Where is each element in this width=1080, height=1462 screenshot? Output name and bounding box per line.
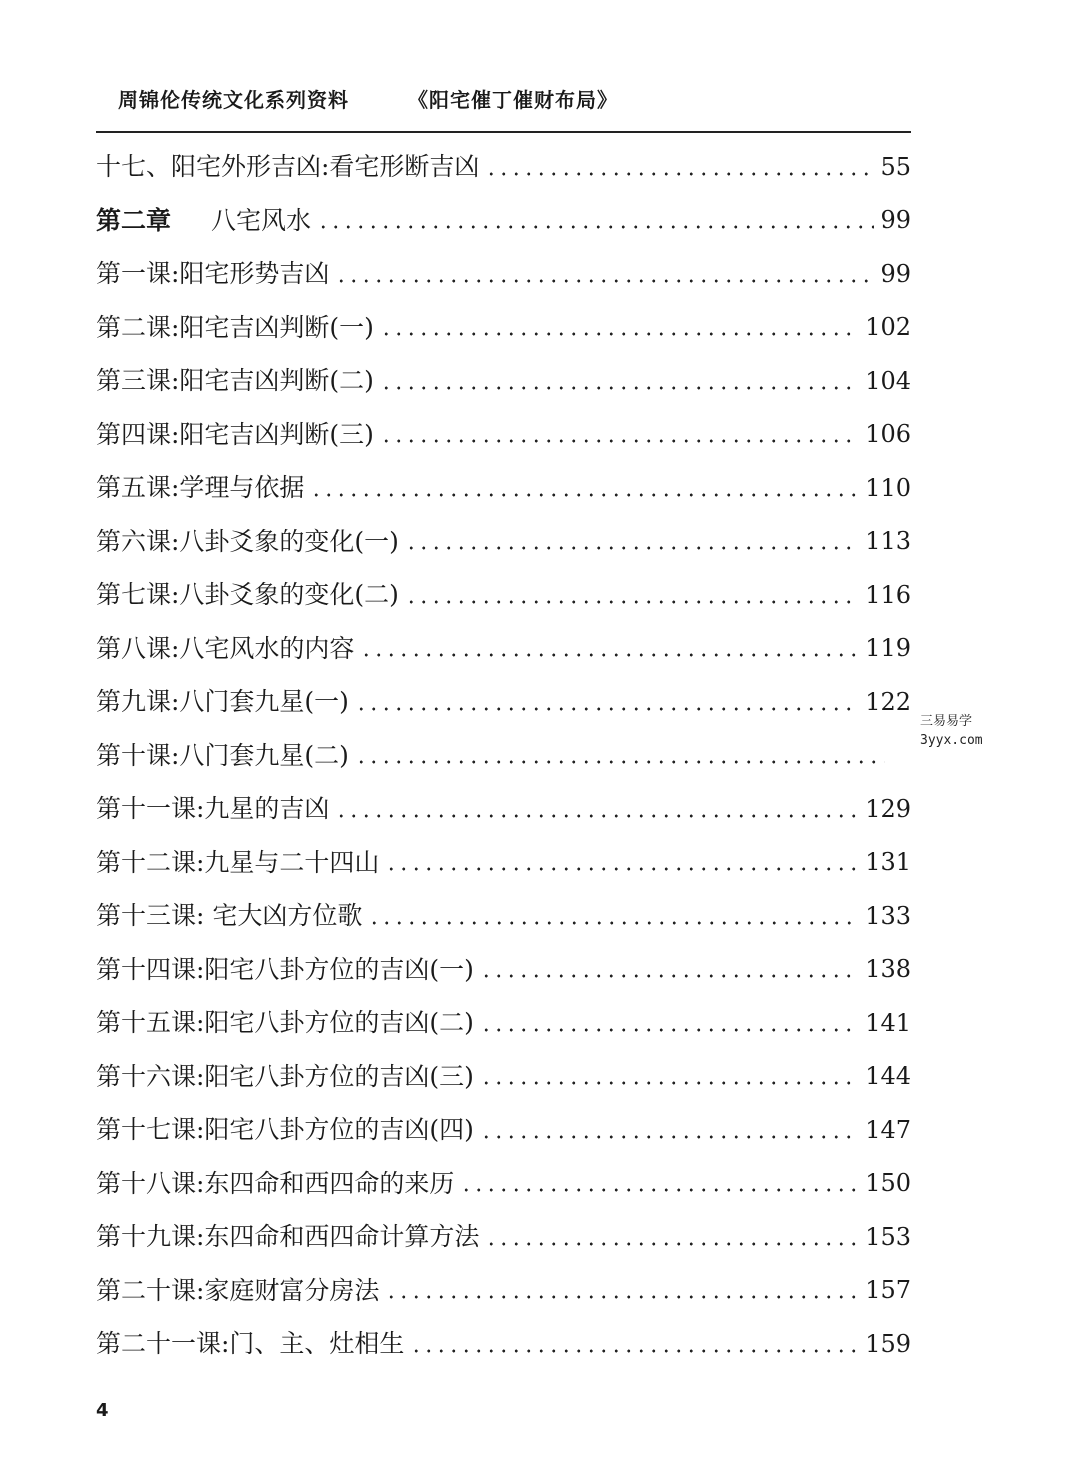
toc-entry-label: 第十七课:阳宅八卦方位的吉凶(四) [96, 1115, 474, 1145]
toc-entry-label: 第二课:阳宅吉凶判断(一) [96, 312, 374, 342]
toc-entry [96, 836, 911, 890]
toc-entry-page: 153 [865, 1222, 911, 1251]
toc-entry-label: 第二章 [96, 205, 172, 235]
watermark [920, 712, 1010, 750]
table-of-contents [96, 140, 911, 1371]
dot-leader [385, 1295, 859, 1299]
toc-entry [96, 1317, 911, 1371]
dot-leader [380, 439, 859, 443]
toc-entry [96, 461, 911, 515]
toc-entry-label: 第七课:八卦爻象的变化(二) [96, 580, 399, 610]
dot-leader [310, 493, 859, 497]
toc-entry [96, 301, 911, 355]
dot-leader [480, 974, 859, 978]
dot-leader [317, 225, 874, 229]
dot-leader [405, 546, 859, 550]
dot-leader [480, 1081, 859, 1085]
dot-leader [355, 760, 885, 764]
dot-leader [480, 1028, 859, 1032]
toc-entry-page: 150 [865, 1169, 911, 1198]
dot-leader [385, 867, 859, 871]
toc-entry-page: 99 [880, 206, 911, 235]
toc-entry-label: 第二十课:家庭财富分房法 [96, 1275, 380, 1305]
toc-entry-page: 110 [865, 473, 911, 502]
running-header [118, 78, 918, 118]
toc-entry-page: 133 [865, 901, 911, 930]
toc-entry-page: 106 [865, 420, 911, 449]
toc-chapter-entry [96, 194, 911, 248]
toc-entry [96, 354, 911, 408]
dot-leader [380, 332, 859, 336]
toc-entry [96, 515, 911, 569]
toc-entry-label: 第十四课:阳宅八卦方位的吉凶(一) [96, 954, 474, 984]
dot-leader [335, 814, 859, 818]
toc-entry [96, 996, 911, 1050]
toc-entry-label: 第三课:阳宅吉凶判断(二) [96, 366, 374, 396]
toc-entry [96, 622, 911, 676]
toc-entry-page: 119 [865, 634, 911, 663]
dot-leader [368, 921, 859, 925]
toc-entry [96, 782, 911, 836]
toc-entry-label: 第五课:学理与依据 [96, 473, 305, 503]
dot-leader [460, 1188, 859, 1192]
toc-entry-label: 第十八课:东四命和西四命的来历 [96, 1168, 455, 1198]
dot-leader [485, 172, 874, 176]
toc-entry-label: 第二十一课:门、主、灶相生 [96, 1329, 405, 1359]
book-title: 《阳宅催丁催财布局》 [408, 88, 618, 112]
toc-entry-page: 141 [865, 1008, 911, 1037]
header-rule [96, 131, 911, 133]
toc-entry-page: 131 [865, 848, 911, 877]
toc-entry-page: 157 [865, 1276, 911, 1305]
toc-entry-label: 第六课:八卦爻象的变化(一) [96, 526, 399, 556]
toc-entry [96, 408, 911, 462]
toc-entry [96, 140, 911, 194]
toc-entry-page: 102 [865, 313, 911, 342]
toc-entry [96, 889, 911, 943]
toc-entry-label: 第八课:八宅风水的内容 [96, 633, 355, 663]
toc-entry-page: 138 [865, 955, 911, 984]
toc-entry [96, 729, 911, 783]
toc-entry-page: 129 [865, 794, 911, 823]
toc-entry-page: 55 [880, 152, 911, 181]
toc-entry [96, 675, 911, 729]
toc-entry-label: 第四课:阳宅吉凶判断(三) [96, 419, 374, 449]
dot-leader [335, 279, 874, 283]
toc-entry-label: 第十六课:阳宅八卦方位的吉凶(三) [96, 1061, 474, 1091]
toc-entry [96, 1157, 911, 1211]
toc-entry [96, 247, 911, 301]
toc-entry [96, 1050, 911, 1104]
toc-entry-page: 99 [880, 259, 911, 288]
dot-leader [380, 386, 859, 390]
toc-entry-page: 159 [865, 1329, 911, 1358]
toc-entry-label: 十七、阳宅外形吉凶:看宅形断吉凶 [96, 152, 480, 182]
toc-entry [96, 1103, 911, 1157]
toc-entry-page: 147 [865, 1115, 911, 1144]
toc-entry [96, 1264, 911, 1318]
toc-entry-page: 113 [865, 527, 911, 556]
toc-entry-label: 第十九课:东四命和西四命计算方法 [96, 1222, 480, 1252]
page-number: 4 [96, 1400, 109, 1421]
dot-leader [355, 707, 859, 711]
toc-entry [96, 568, 911, 622]
toc-entry-label: 第九课:八门套九星(一) [96, 687, 349, 717]
toc-entry-label: 第十三课: 宅大凶方位歌 [96, 901, 363, 931]
toc-entry-label: 第十课:八门套九星(二) [96, 740, 349, 770]
toc-entry-page: 144 [865, 1062, 911, 1091]
toc-entry-page: 116 [865, 580, 911, 609]
dot-leader [480, 1135, 859, 1139]
dot-leader [485, 1242, 859, 1246]
toc-entry-label: 第一课:阳宅形势吉凶 [96, 259, 330, 289]
dot-leader [405, 600, 859, 604]
toc-entry-label: 第十二课:九星与二十四山 [96, 847, 380, 877]
toc-entry-label: 第十五课:阳宅八卦方位的吉凶(二) [96, 1008, 474, 1038]
watermark-line-1: 三易易学 [920, 714, 973, 729]
toc-entry [96, 1210, 911, 1264]
toc-chapter-title: 八宅风水 [211, 205, 312, 235]
dot-leader [410, 1349, 859, 1353]
toc-entry-page: 104 [865, 366, 911, 395]
toc-entry-page: 122 [865, 687, 911, 716]
watermark-line-2: 3yyx.com [920, 733, 983, 748]
toc-entry-label: 第十一课:九星的吉凶 [96, 794, 330, 824]
toc-entry [96, 943, 911, 997]
series-title: 周锦伦传统文化系列资料 [118, 88, 349, 112]
dot-leader [360, 653, 859, 657]
